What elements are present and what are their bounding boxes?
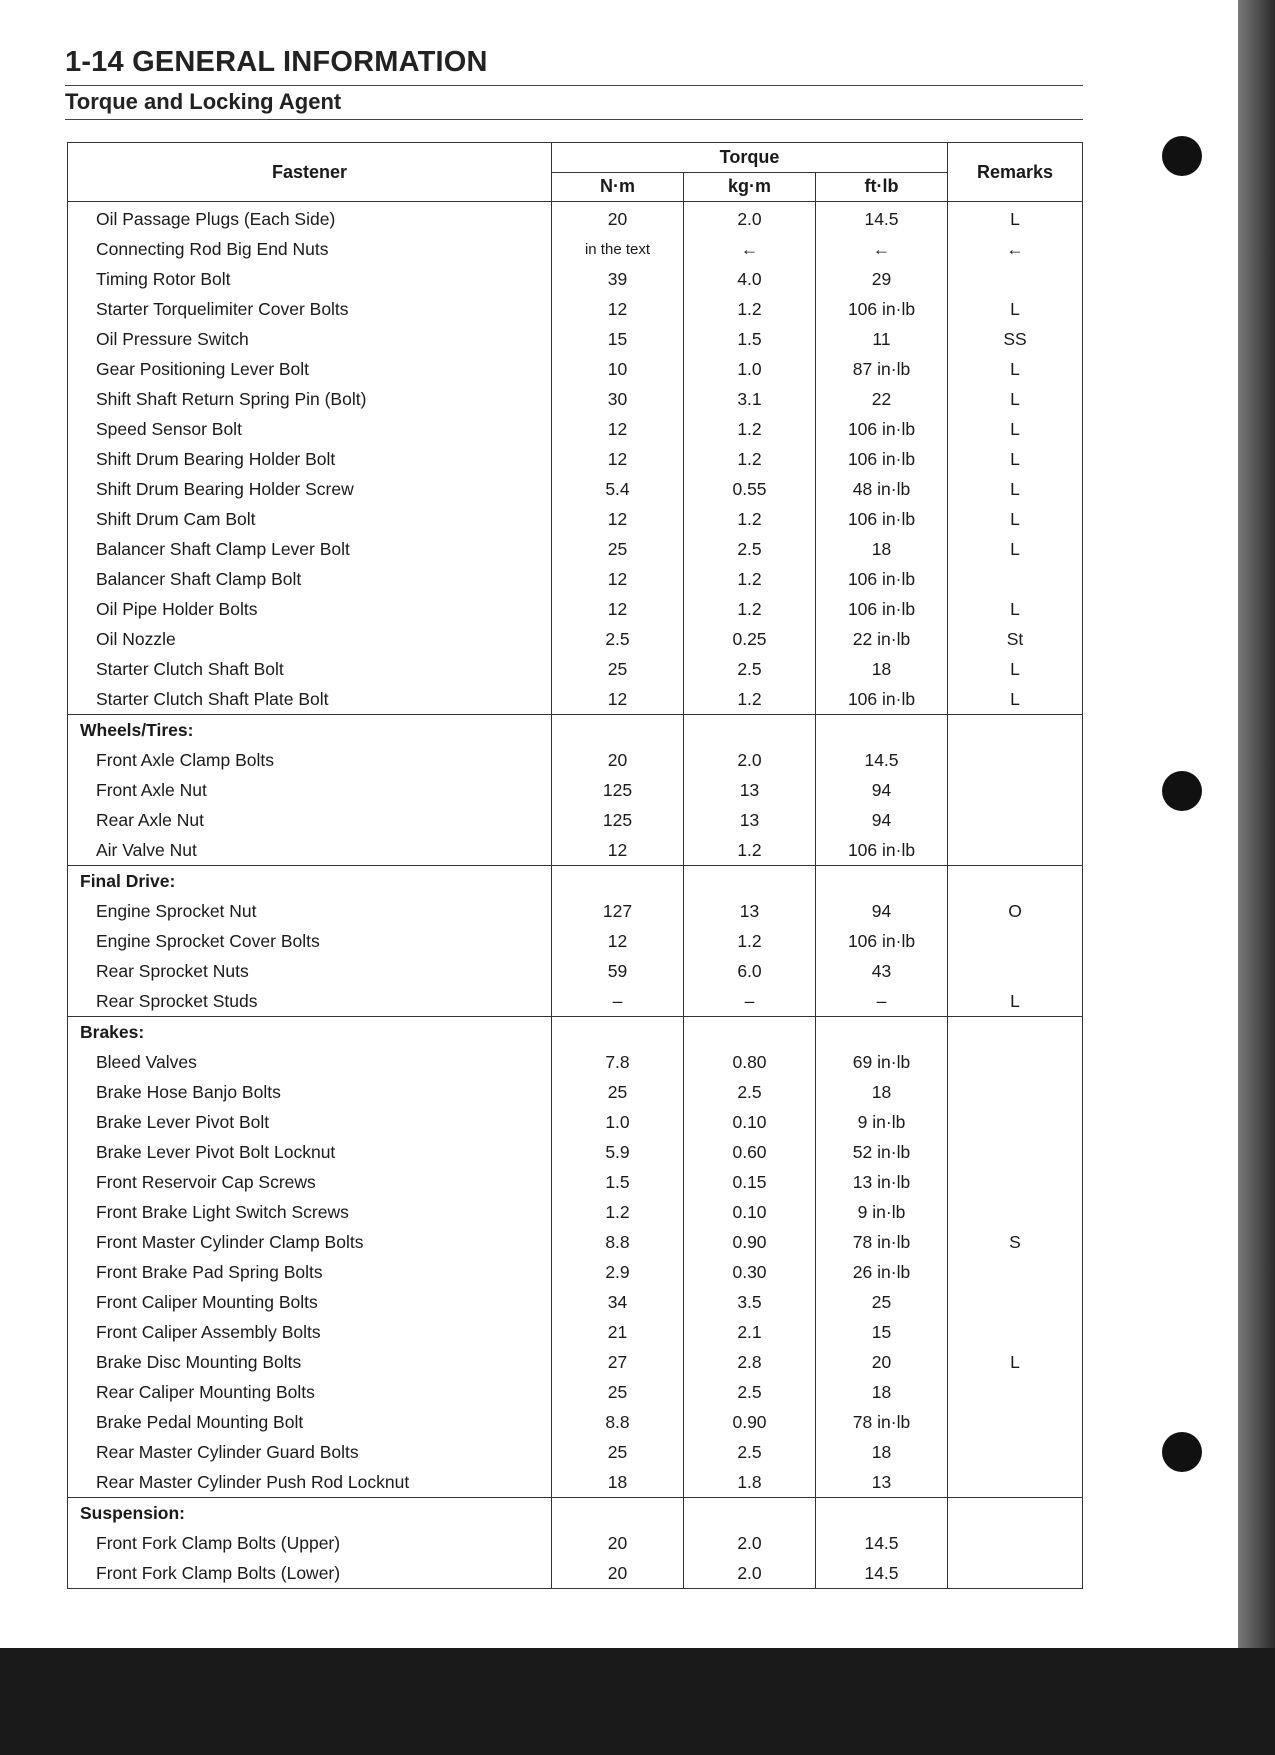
torque-kgm: 6.0 [684, 956, 816, 986]
table-row [68, 1287, 1083, 1317]
torque-nm: 59 [552, 956, 684, 986]
torque-kgm: 13 [684, 805, 816, 835]
remarks [948, 1467, 1083, 1498]
fastener-name: Connecting Rod Big End Nuts [68, 234, 552, 264]
remarks: L [948, 384, 1083, 414]
torque-kgm: 2.5 [684, 1437, 816, 1467]
torque-nm: 8.8 [552, 1407, 684, 1437]
table-row [68, 1347, 1083, 1377]
fastener-name: Oil Passage Plugs (Each Side) [68, 202, 552, 235]
torque-ftlb: 106 in·lb [816, 684, 948, 715]
remarks: L [948, 202, 1083, 235]
remarks [948, 1407, 1083, 1437]
table-row [68, 444, 1083, 474]
torque-kgm: 1.2 [684, 594, 816, 624]
fastener-name: Balancer Shaft Clamp Bolt [68, 564, 552, 594]
table-row [68, 202, 1083, 235]
table-row [68, 1257, 1083, 1287]
subtitle-rule [65, 119, 1083, 120]
torque-ftlb: 106 in·lb [816, 564, 948, 594]
remarks: O [948, 896, 1083, 926]
fastener-name: Starter Clutch Shaft Bolt [68, 654, 552, 684]
torque-kgm: 0.30 [684, 1257, 816, 1287]
remarks: L [948, 594, 1083, 624]
torque-ftlb: 9 in·lb [816, 1107, 948, 1137]
section-header-row [68, 715, 1083, 746]
table-row [68, 414, 1083, 444]
torque-kgm: 0.10 [684, 1107, 816, 1137]
torque-ftlb: 78 in·lb [816, 1407, 948, 1437]
torque-kgm: 2.0 [684, 1558, 816, 1589]
table-row [68, 594, 1083, 624]
table-row [68, 294, 1083, 324]
fastener-name: Shift Shaft Return Spring Pin (Bolt) [68, 384, 552, 414]
fastener-name: Front Caliper Mounting Bolts [68, 1287, 552, 1317]
empty-cell [948, 715, 1083, 746]
fastener-name: Front Fork Clamp Bolts (Lower) [68, 1558, 552, 1589]
table-row [68, 324, 1083, 354]
torque-kgm: 0.25 [684, 624, 816, 654]
torque-ftlb: 106 in·lb [816, 414, 948, 444]
torque-nm: 12 [552, 564, 684, 594]
torque-kgm: 0.15 [684, 1167, 816, 1197]
torque-kgm: 0.10 [684, 1197, 816, 1227]
fastener-name: Engine Sprocket Cover Bolts [68, 926, 552, 956]
torque-kgm: 2.0 [684, 745, 816, 775]
fastener-name: Shift Drum Bearing Holder Screw [68, 474, 552, 504]
fastener-name: Engine Sprocket Nut [68, 896, 552, 926]
torque-kgm: 1.2 [684, 294, 816, 324]
torque-nm: 2.5 [552, 624, 684, 654]
torque-ftlb: 11 [816, 324, 948, 354]
table-row [68, 1227, 1083, 1257]
fastener-name: Front Caliper Assembly Bolts [68, 1317, 552, 1347]
torque-nm: 12 [552, 414, 684, 444]
empty-cell [684, 1017, 816, 1048]
torque-ftlb: 94 [816, 896, 948, 926]
torque-kgm: ← [684, 234, 816, 264]
empty-cell [816, 715, 948, 746]
torque-nm: 5.4 [552, 474, 684, 504]
torque-nm: 27 [552, 1347, 684, 1377]
torque-kgm: 0.60 [684, 1137, 816, 1167]
header-remarks: Remarks [948, 143, 1083, 202]
torque-ftlb: 18 [816, 1437, 948, 1467]
remarks [948, 1558, 1083, 1589]
table-row [68, 1528, 1083, 1558]
table-row [68, 986, 1083, 1017]
title-rule [65, 85, 1083, 86]
torque-table [67, 142, 1083, 1589]
section-header-row [68, 1017, 1083, 1048]
torque-nm: 1.5 [552, 1167, 684, 1197]
torque-nm: 12 [552, 294, 684, 324]
torque-kgm: 0.90 [684, 1407, 816, 1437]
torque-kgm: 1.2 [684, 835, 816, 866]
torque-ftlb: 106 in·lb [816, 835, 948, 866]
table-row [68, 1047, 1083, 1077]
torque-ftlb: 9 in·lb [816, 1197, 948, 1227]
torque-ftlb: 14.5 [816, 1558, 948, 1589]
torque-nm: 12 [552, 835, 684, 866]
torque-ftlb: – [816, 986, 948, 1017]
remarks: L [948, 444, 1083, 474]
remarks: L [948, 654, 1083, 684]
header-ftlb: ft·lb [816, 172, 948, 202]
remarks [948, 1317, 1083, 1347]
torque-nm: 25 [552, 1437, 684, 1467]
fastener-name: Brake Pedal Mounting Bolt [68, 1407, 552, 1437]
fastener-name: Front Master Cylinder Clamp Bolts [68, 1227, 552, 1257]
torque-kgm: 2.0 [684, 1528, 816, 1558]
page-title: 1-14 GENERAL INFORMATION [65, 46, 488, 78]
section-title: Wheels/Tires: [68, 715, 552, 746]
remarks [948, 956, 1083, 986]
table-row [68, 1137, 1083, 1167]
table-row [68, 1437, 1083, 1467]
torque-nm: 25 [552, 1077, 684, 1107]
remarks: S [948, 1227, 1083, 1257]
fastener-name: Gear Positioning Lever Bolt [68, 354, 552, 384]
fastener-name: Brake Disc Mounting Bolts [68, 1347, 552, 1377]
torque-kgm: 1.2 [684, 926, 816, 956]
table-row [68, 1107, 1083, 1137]
remarks [948, 1167, 1083, 1197]
table-row [68, 534, 1083, 564]
torque-ftlb: 22 in·lb [816, 624, 948, 654]
remarks [948, 1257, 1083, 1287]
torque-kgm: 2.5 [684, 1077, 816, 1107]
table-row [68, 354, 1083, 384]
torque-kgm: 1.2 [684, 504, 816, 534]
torque-kgm: 13 [684, 896, 816, 926]
torque-kgm: 3.1 [684, 384, 816, 414]
torque-kgm: 2.5 [684, 534, 816, 564]
table-row [68, 956, 1083, 986]
empty-cell [684, 1498, 816, 1529]
remarks: L [948, 684, 1083, 715]
torque-kgm: 1.2 [684, 564, 816, 594]
torque-nm: 21 [552, 1317, 684, 1347]
table-row [68, 1077, 1083, 1107]
fastener-name: Timing Rotor Bolt [68, 264, 552, 294]
torque-nm: 25 [552, 1377, 684, 1407]
remarks: L [948, 474, 1083, 504]
remarks [948, 805, 1083, 835]
torque-nm: 12 [552, 504, 684, 534]
fastener-name: Front Axle Nut [68, 775, 552, 805]
fastener-name: Starter Clutch Shaft Plate Bolt [68, 684, 552, 715]
remarks: L [948, 294, 1083, 324]
remarks: ← [948, 234, 1083, 264]
torque-ftlb: ← [816, 234, 948, 264]
torque-kgm: 0.55 [684, 474, 816, 504]
header-nm: N·m [552, 172, 684, 202]
empty-cell [552, 1017, 684, 1048]
remarks [948, 1197, 1083, 1227]
fastener-name: Air Valve Nut [68, 835, 552, 866]
fastener-name: Rear Axle Nut [68, 805, 552, 835]
fastener-name: Starter Torquelimiter Cover Bolts [68, 294, 552, 324]
fastener-name: Front Brake Pad Spring Bolts [68, 1257, 552, 1287]
table-row [68, 1197, 1083, 1227]
empty-cell [948, 866, 1083, 897]
remarks [948, 1077, 1083, 1107]
torque-ftlb: 25 [816, 1287, 948, 1317]
torque-kgm: 1.0 [684, 354, 816, 384]
torque-ftlb: 14.5 [816, 1528, 948, 1558]
table-row [68, 684, 1083, 715]
torque-nm: 1.2 [552, 1197, 684, 1227]
section-header-row [68, 866, 1083, 897]
table-row [68, 805, 1083, 835]
torque-nm: 8.8 [552, 1227, 684, 1257]
header-torque: Torque [552, 143, 948, 173]
torque-nm: – [552, 986, 684, 1017]
header-kgm: kg·m [684, 172, 816, 202]
torque-nm: in the text [552, 234, 684, 264]
remarks [948, 1107, 1083, 1137]
torque-ftlb: 18 [816, 654, 948, 684]
torque-nm: 12 [552, 444, 684, 474]
empty-cell [684, 866, 816, 897]
torque-nm: 12 [552, 594, 684, 624]
torque-nm: 2.9 [552, 1257, 684, 1287]
remarks [948, 264, 1083, 294]
fastener-name: Front Reservoir Cap Screws [68, 1167, 552, 1197]
torque-kgm: 4.0 [684, 264, 816, 294]
torque-ftlb: 22 [816, 384, 948, 414]
torque-kgm: – [684, 986, 816, 1017]
fastener-name: Front Axle Clamp Bolts [68, 745, 552, 775]
table-row [68, 564, 1083, 594]
fastener-name: Rear Master Cylinder Guard Bolts [68, 1437, 552, 1467]
remarks [948, 835, 1083, 866]
torque-ftlb: 106 in·lb [816, 926, 948, 956]
fastener-name: Oil Pipe Holder Bolts [68, 594, 552, 624]
fastener-name: Rear Sprocket Studs [68, 986, 552, 1017]
table-row [68, 624, 1083, 654]
binder-hole-middle [1162, 771, 1202, 811]
empty-cell [816, 1498, 948, 1529]
torque-kgm: 2.0 [684, 202, 816, 235]
section-title: Suspension: [68, 1498, 552, 1529]
torque-ftlb: 69 in·lb [816, 1047, 948, 1077]
fastener-name: Brake Hose Banjo Bolts [68, 1077, 552, 1107]
fastener-name: Brake Lever Pivot Bolt Locknut [68, 1137, 552, 1167]
remarks [948, 1377, 1083, 1407]
table-row [68, 745, 1083, 775]
page-edge-shadow [1238, 0, 1275, 1648]
remarks [948, 1437, 1083, 1467]
torque-kgm: 2.8 [684, 1347, 816, 1377]
torque-ftlb: 106 in·lb [816, 444, 948, 474]
empty-cell [948, 1017, 1083, 1048]
torque-ftlb: 94 [816, 775, 948, 805]
torque-kgm: 0.90 [684, 1227, 816, 1257]
torque-ftlb: 13 in·lb [816, 1167, 948, 1197]
torque-nm: 20 [552, 1528, 684, 1558]
binder-hole-top [1162, 136, 1202, 176]
table-row [68, 1467, 1083, 1498]
torque-nm: 39 [552, 264, 684, 294]
table-row [68, 896, 1083, 926]
fastener-name: Balancer Shaft Clamp Lever Bolt [68, 534, 552, 564]
table-row [68, 264, 1083, 294]
torque-nm: 25 [552, 654, 684, 684]
table-row [68, 1377, 1083, 1407]
remarks: L [948, 534, 1083, 564]
torque-table-body [68, 202, 1083, 1589]
torque-nm: 15 [552, 324, 684, 354]
remarks: L [948, 354, 1083, 384]
empty-cell [816, 1017, 948, 1048]
torque-nm: 20 [552, 202, 684, 235]
fastener-name: Front Fork Clamp Bolts (Upper) [68, 1528, 552, 1558]
remarks [948, 775, 1083, 805]
fastener-name: Rear Caliper Mounting Bolts [68, 1377, 552, 1407]
remarks: L [948, 504, 1083, 534]
fastener-name: Shift Drum Bearing Holder Bolt [68, 444, 552, 474]
torque-ftlb: 13 [816, 1467, 948, 1498]
empty-cell [948, 1498, 1083, 1529]
torque-nm: 30 [552, 384, 684, 414]
section-subtitle: Torque and Locking Agent [65, 89, 342, 114]
remarks [948, 564, 1083, 594]
remarks [948, 1528, 1083, 1558]
torque-nm: 1.0 [552, 1107, 684, 1137]
torque-nm: 12 [552, 926, 684, 956]
section-title: Final Drive: [68, 866, 552, 897]
fastener-name: Oil Nozzle [68, 624, 552, 654]
torque-nm: 7.8 [552, 1047, 684, 1077]
torque-nm: 18 [552, 1467, 684, 1498]
torque-ftlb: 18 [816, 1077, 948, 1107]
fastener-name: Brake Lever Pivot Bolt [68, 1107, 552, 1137]
torque-nm: 125 [552, 775, 684, 805]
torque-nm: 127 [552, 896, 684, 926]
table-row [68, 835, 1083, 866]
torque-nm: 10 [552, 354, 684, 384]
table-row [68, 384, 1083, 414]
torque-ftlb: 106 in·lb [816, 594, 948, 624]
empty-cell [552, 1498, 684, 1529]
torque-ftlb: 18 [816, 1377, 948, 1407]
remarks: L [948, 414, 1083, 444]
torque-kgm: 1.2 [684, 414, 816, 444]
fastener-name: Speed Sensor Bolt [68, 414, 552, 444]
binder-hole-bottom [1162, 1432, 1202, 1472]
torque-kgm: 2.1 [684, 1317, 816, 1347]
torque-ftlb: 87 in·lb [816, 354, 948, 384]
torque-ftlb: 20 [816, 1347, 948, 1377]
torque-ftlb: 15 [816, 1317, 948, 1347]
empty-cell [552, 715, 684, 746]
torque-ftlb: 14.5 [816, 745, 948, 775]
torque-kgm: 0.80 [684, 1047, 816, 1077]
fastener-name: Oil Pressure Switch [68, 324, 552, 354]
fastener-name: Bleed Valves [68, 1047, 552, 1077]
torque-nm: 5.9 [552, 1137, 684, 1167]
torque-nm: 125 [552, 805, 684, 835]
remarks [948, 1137, 1083, 1167]
torque-ftlb: 48 in·lb [816, 474, 948, 504]
fastener-name: Rear Sprocket Nuts [68, 956, 552, 986]
torque-ftlb: 43 [816, 956, 948, 986]
empty-cell [816, 866, 948, 897]
section-header-row [68, 1498, 1083, 1529]
fastener-name: Shift Drum Cam Bolt [68, 504, 552, 534]
torque-kgm: 13 [684, 775, 816, 805]
torque-nm: 12 [552, 684, 684, 715]
torque-ftlb: 14.5 [816, 202, 948, 235]
torque-ftlb: 106 in·lb [816, 294, 948, 324]
torque-ftlb: 26 in·lb [816, 1257, 948, 1287]
torque-kgm: 1.8 [684, 1467, 816, 1498]
torque-nm: 20 [552, 1558, 684, 1589]
remarks: L [948, 1347, 1083, 1377]
torque-ftlb: 52 in·lb [816, 1137, 948, 1167]
torque-nm: 20 [552, 745, 684, 775]
torque-kgm: 1.2 [684, 444, 816, 474]
header-fastener: Fastener [68, 143, 552, 202]
remarks [948, 926, 1083, 956]
fastener-name: Front Brake Light Switch Screws [68, 1197, 552, 1227]
table-row [68, 775, 1083, 805]
torque-kgm: 2.5 [684, 1377, 816, 1407]
empty-cell [684, 715, 816, 746]
remarks [948, 745, 1083, 775]
remarks: L [948, 986, 1083, 1017]
fastener-name: Rear Master Cylinder Push Rod Locknut [68, 1467, 552, 1498]
torque-kgm: 2.5 [684, 654, 816, 684]
table-row [68, 1558, 1083, 1589]
torque-kgm: 3.5 [684, 1287, 816, 1317]
table-row [68, 504, 1083, 534]
torque-ftlb: 29 [816, 264, 948, 294]
torque-kgm: 1.2 [684, 684, 816, 715]
table-row [68, 654, 1083, 684]
table-row [68, 234, 1083, 264]
torque-ftlb: 106 in·lb [816, 504, 948, 534]
table-row [68, 474, 1083, 504]
remarks: SS [948, 324, 1083, 354]
torque-nm: 34 [552, 1287, 684, 1317]
remarks [948, 1047, 1083, 1077]
empty-cell [552, 866, 684, 897]
table-row [68, 926, 1083, 956]
table-row [68, 1167, 1083, 1197]
table-row [68, 1407, 1083, 1437]
remarks [948, 1287, 1083, 1317]
torque-kgm: 1.5 [684, 324, 816, 354]
torque-nm: 25 [552, 534, 684, 564]
torque-ftlb: 18 [816, 534, 948, 564]
remarks: St [948, 624, 1083, 654]
torque-ftlb: 78 in·lb [816, 1227, 948, 1257]
section-title: Brakes: [68, 1017, 552, 1048]
table-row [68, 1317, 1083, 1347]
torque-ftlb: 94 [816, 805, 948, 835]
